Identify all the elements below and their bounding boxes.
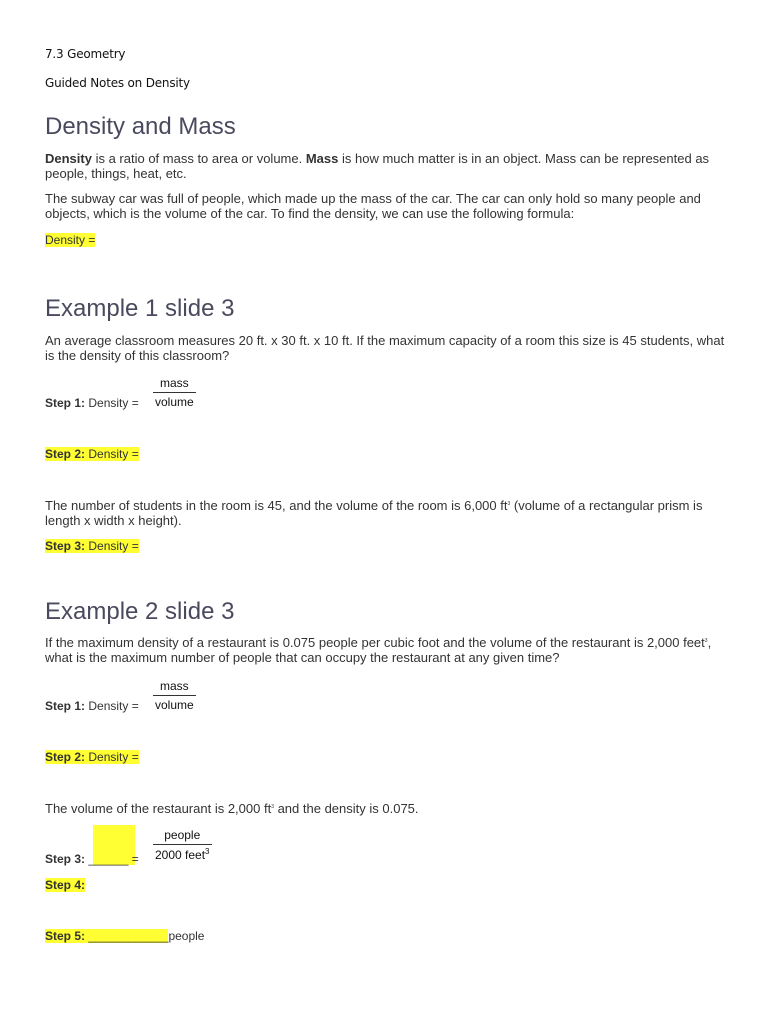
- superscript-3: 3: [704, 638, 708, 644]
- fraction-bar: [153, 695, 196, 696]
- example2-step3-equals: =: [128, 852, 139, 866]
- term-density: Density: [45, 151, 92, 166]
- example2-step4-label: Step 4:: [45, 878, 86, 892]
- example1-step1: [45, 396, 139, 410]
- example2-people-per-volume-fraction: [153, 828, 212, 862]
- example1-step3-highlight: [45, 539, 139, 553]
- example1-step2: [45, 447, 139, 461]
- example2-step4: [45, 878, 85, 892]
- example2-info: [45, 800, 725, 816]
- fraction-denominator: [153, 847, 212, 862]
- example1-step3-label: Step 3:: [45, 539, 86, 553]
- definition-text-1: is a ratio of mass to area or volume.: [91, 151, 306, 166]
- example1-mass-volume-fraction: [153, 376, 196, 409]
- fraction-denominator: volume: [155, 698, 194, 712]
- example2-step1-label: Step 1:: [45, 699, 86, 713]
- example1-step2-label: Step 2:: [45, 447, 86, 461]
- example2-step3: [45, 852, 139, 866]
- subway-paragraph: The subway car was full of people, which made up the mass of the car. The car can only hold so many people and objects, which is the volume of the car. To find the density, we can use the following formula:: [45, 191, 701, 221]
- example2-step2: [45, 750, 139, 764]
- example2-problem-text-b: , what is the maximum number of people that can occupy the restaurant at any given time?: [45, 635, 712, 665]
- term-mass: Mass: [305, 151, 339, 166]
- example1-step3-text: Density =: [85, 539, 139, 553]
- example2-step1: [45, 699, 139, 713]
- example2-info-text-a: The volume of the restaurant is 2,000 ft: [45, 801, 272, 816]
- example1-step3: [45, 539, 139, 553]
- density-formula-line: [45, 233, 95, 247]
- example2-step3-label: Step 3:: [45, 852, 86, 866]
- example2-step5-suffix: people: [168, 929, 205, 943]
- superscript-3: 3: [205, 847, 210, 856]
- example2-info-text-b: and the density is 0.075.: [273, 801, 419, 816]
- example2-step1-text: Density =: [85, 699, 139, 713]
- example2-step5-highlight: [45, 929, 168, 943]
- example2-step2-label: Step 2:: [45, 750, 86, 764]
- fraction-bar: [153, 392, 196, 393]
- example1-step2-highlight: [45, 447, 139, 461]
- example1-info-text-b: (volume of a rectangular prism is length x width x height).: [45, 498, 703, 528]
- section-heading-example-2: Example 2 slide 3: [45, 598, 235, 625]
- definition-paragraph: [45, 151, 725, 181]
- density-formula-label: Density =: [45, 233, 96, 247]
- example1-step1-label: Step 1:: [45, 396, 86, 410]
- example2-step5: [45, 929, 204, 943]
- example1-problem: An average classroom measures 20 ft. x 30 ft. x 10 ft. If the maximum capacity of a room this size is 45 students, what is the density of this classroom?: [45, 333, 725, 363]
- fraction-numerator: people: [164, 828, 201, 842]
- fraction-bar: [153, 844, 212, 845]
- section-heading-density-and-mass: Density and Mass: [45, 113, 236, 140]
- fraction-numerator: mass: [160, 376, 189, 390]
- section-heading-example-1: Example 1 slide 3: [45, 295, 235, 322]
- example2-step3-blank: ______: [85, 852, 129, 866]
- example2-problem-text-a: If the maximum density of a restaurant is 0.075 people per cubic foot and the volume of the restaurant is 2,000 feet: [45, 635, 705, 650]
- example2-mass-volume-fraction: [153, 679, 196, 712]
- example1-step2-text: Density =: [85, 447, 139, 461]
- fraction-denominator: volume: [155, 395, 194, 409]
- fraction-denominator-text: 2000 feet: [155, 848, 206, 862]
- example2-problem: [45, 634, 725, 665]
- example2-step2-highlight: [45, 750, 139, 764]
- superscript-3: 3: [507, 501, 511, 507]
- superscript-3: 3: [271, 804, 274, 810]
- example1-info: [45, 497, 725, 528]
- example2-step5-blank: ____________: [85, 929, 169, 943]
- example2-step2-text: Density =: [85, 750, 139, 764]
- course-title: 7.3 Geometry: [45, 47, 126, 61]
- fraction-numerator: mass: [160, 679, 189, 693]
- example2-step5-label: Step 5:: [45, 929, 86, 943]
- document-subtitle: Guided Notes on Density: [45, 76, 190, 90]
- example1-step1-text: Density =: [85, 396, 139, 410]
- example1-info-text-a: The number of students in the room is 45, and the volume of the room is 6,000 ft: [45, 498, 508, 513]
- definition-text-2: is how much matter is in an object. Mass can be represented as people, things, heat, etc.: [45, 151, 710, 181]
